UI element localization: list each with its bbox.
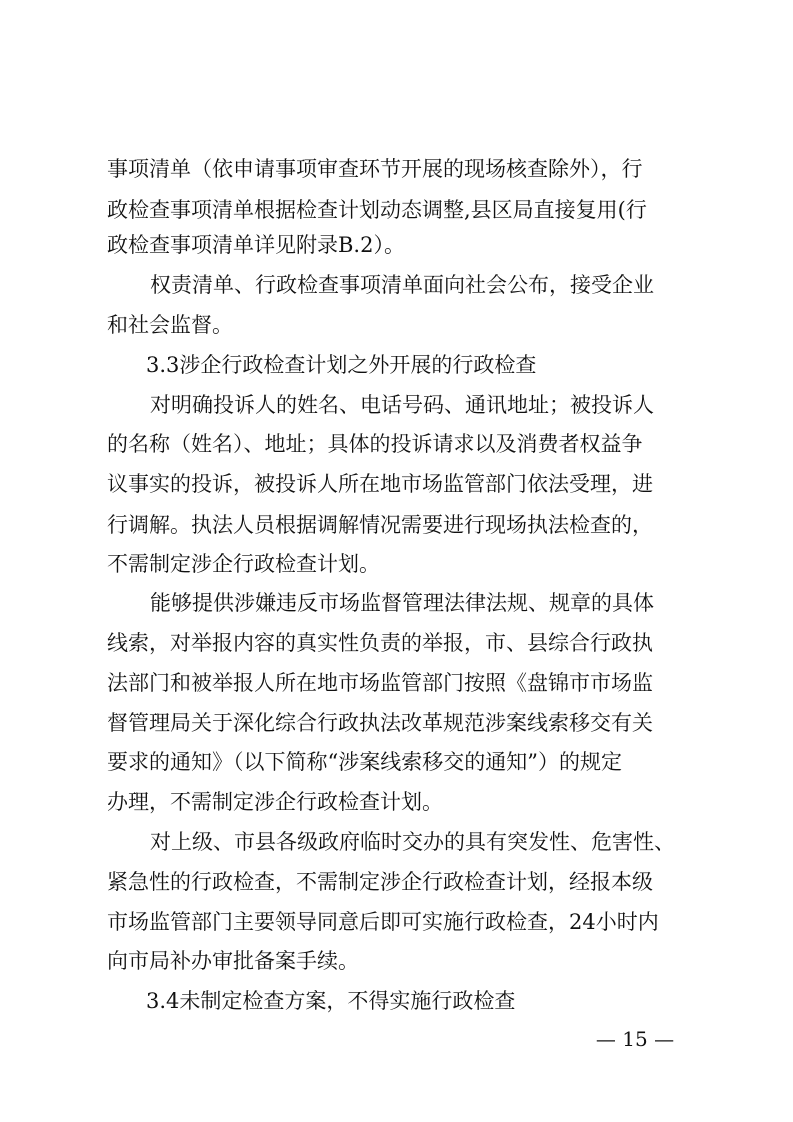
text-line: 不需制定涉企行政检查计划。 xyxy=(107,552,380,576)
text-line: 线索，对举报内容的真实性负责的举报，市、县综合行政执 xyxy=(107,631,653,655)
text-line: 法部门和被举报人所在地市场监管部门按照《盘锦市市场监 xyxy=(107,671,653,695)
text-line: 对上级、市县各级政府临时交办的具有突发性、危害性、 xyxy=(150,830,675,854)
page-number: — 15 — xyxy=(595,1027,675,1051)
text-line: 行调解。执法人员根据调解情况需要进行现场执法检查的， xyxy=(107,513,653,537)
text-line: 向市局补办审批备案手续。 xyxy=(107,949,359,973)
text-line: 事项清单（依申请事项审查环节开展的现场核查除外），行 xyxy=(107,157,643,181)
text-line: 的名称（姓名）、地址；具体的投诉请求以及消费者权益争 xyxy=(107,432,643,456)
section-heading: 3.4未制定检查方案，不得实施行政检查 xyxy=(146,989,516,1013)
text-line: 市场监管部门主要领导同意后即可实施行政检查，24小时内 xyxy=(107,910,659,934)
text-line: 政检查事项清单根据检查计划动态调整,县区局直接复用(行 xyxy=(107,198,647,222)
text-line: 和社会监督。 xyxy=(107,313,233,337)
text-line: 紧急性的行政检查，不需制定涉企行政检查计划，经报本级 xyxy=(107,870,653,894)
text-line: 议事实的投诉，被投诉人所在地市场监管部门依法受理，进 xyxy=(107,472,653,496)
text-line: 督管理局关于深化综合行政执法改革规范涉案线索移交有关 xyxy=(107,711,653,735)
text-line: 权责清单、行政检查事项清单面向社会公布，接受企业 xyxy=(150,273,654,297)
section-heading: 3.3涉企行政检查计划之外开展的行政检查 xyxy=(146,353,537,377)
text-line: 政检查事项清单详见附录B.2）。 xyxy=(107,233,405,257)
text-line: 能够提供涉嫌违反市场监督管理法律法规、规章的具体 xyxy=(150,591,654,615)
text-line: 要求的通知》（以下简称“涉案线索移交的通知”）的规定 xyxy=(107,750,622,774)
text-line: 办理，不需制定涉企行政检查计划。 xyxy=(107,790,443,814)
text-line: 对明确投诉人的姓名、电话号码、通讯地址；被投诉人 xyxy=(150,393,654,417)
